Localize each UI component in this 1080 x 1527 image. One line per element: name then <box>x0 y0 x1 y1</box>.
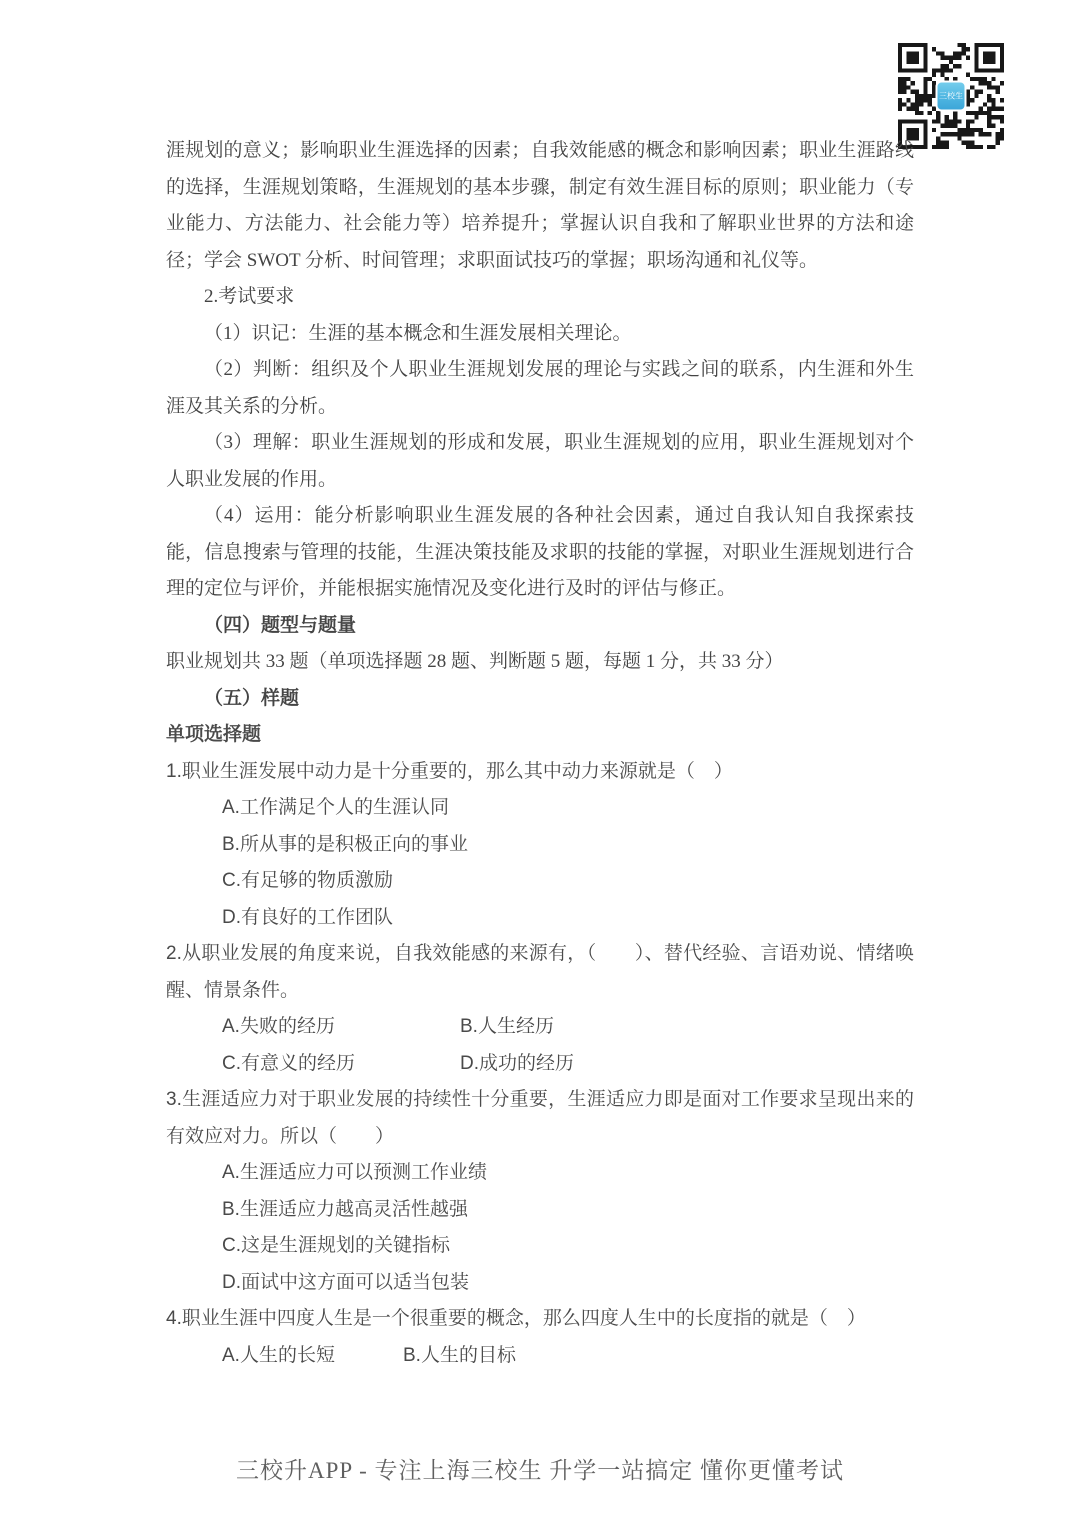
question-2-options-row-1 <box>166 1009 914 1046</box>
footer-branding: 三校升APP - 专注上海三校生 升学一站搞定 懂你更懂考试 <box>236 1458 844 1483</box>
question-2-options-row-2 <box>166 1046 914 1083</box>
question-3-option-c: C.这是生涯规划的关键指标 <box>222 1235 451 1256</box>
section-heading-question-types: （四）题型与题量 <box>204 614 357 636</box>
exam-requirements-heading: 2.考试要求 <box>204 286 295 307</box>
question-4-option-a: A.人生的长短 <box>222 1344 335 1366</box>
question-2-option-d: D.成功的经历 <box>460 1052 575 1074</box>
qr-logo <box>936 81 967 112</box>
section-heading-sample-questions: （五）样题 <box>204 687 300 709</box>
syllabus-continuation-paragraph: 涯规划的意义；影响职业生涯选择的因素；自我效能感的概念和影响因素；职业生涯路线的选择，生涯规划策略，生涯规划的基本步骤，制定有效生涯目标的原则；职业能力（专业能力、方法能力、社会能力等）培养提升；掌握认识自我和了解职业世界的方法和途径；学会 SWOT 分析、时间管理；求职面试技巧的掌握；职场沟通和礼仪等。 <box>166 140 914 271</box>
requirement-item-2: （2）判断：组织及个人职业生涯规划发展的理论与实践之间的联系，内生涯和外生涯及其关系的分析。 <box>166 359 914 417</box>
question-4-options-row-1 <box>166 1338 914 1375</box>
document-content <box>166 0 914 1374</box>
requirement-item-1: （1）识记：生涯的基本概念和生涯发展相关理论。 <box>204 322 632 344</box>
question-2-option-a: A.失败的经历 <box>222 1016 335 1037</box>
question-1-option-a: A.工作满足个人的生涯认同 <box>222 797 449 818</box>
qr-logo-text: 三校生 <box>939 91 963 100</box>
question-2-option-b: B.人生经历 <box>460 1016 554 1037</box>
multiple-choice-heading: 单项选择题 <box>166 724 262 745</box>
question-4-stem: 4.职业生涯中四度人生是一个很重要的概念，那么四度人生中的长度指的就是（ ） <box>166 1308 866 1329</box>
question-2-option-c: C.有意义的经历 <box>222 1052 356 1074</box>
requirement-item-3: （3）理解：职业生涯规划的形成和发展，职业生涯规划的应用，职业生涯规划对个人职业发展的作用。 <box>166 432 914 490</box>
question-3-stem: 3.生涯适应力对于职业发展的持续性十分重要，生涯适应力即是面对工作要求呈现出来的有效应对力。所以（ ） <box>166 1089 914 1147</box>
requirement-item-4: （4）运用：能分析影响职业生涯发展的各种社会因素，通过自我认知自我探索技能，信息搜索与管理的技能，生涯决策技能及求职的技能的掌握，对职业生涯规划进行合理的定位与评价，并能根据实施情况及变化进行及时的评估与修正。 <box>166 505 914 599</box>
question-2-stem: 2.从职业发展的角度来说，自我效能感的来源有，（ ）、替代经验、言语劝说、情绪唤醒、情景条件。 <box>166 943 914 1001</box>
question-1-option-c: C.有足够的物质激励 <box>222 870 394 891</box>
question-3-option-d: D.面试中这方面可以适当包装 <box>222 1271 470 1293</box>
question-3-option-a: A.生涯适应力可以预测工作业绩 <box>222 1162 487 1183</box>
question-count-line: 职业规划共 33 题（单项选择题 28 题、判断题 5 题，每题 1 分，共 33 分） <box>166 651 784 672</box>
question-1-option-d: D.有良好的工作团队 <box>222 906 394 928</box>
question-1-option-b: B.所从事的是积极正向的事业 <box>222 833 468 855</box>
question-1-stem: 1.职业生涯发展中动力是十分重要的，那么其中动力来源就是（ ） <box>166 760 733 782</box>
question-3-option-b: B.生涯适应力越高灵活性越强 <box>222 1198 468 1220</box>
question-4-option-b: B.人生的目标 <box>403 1344 516 1366</box>
